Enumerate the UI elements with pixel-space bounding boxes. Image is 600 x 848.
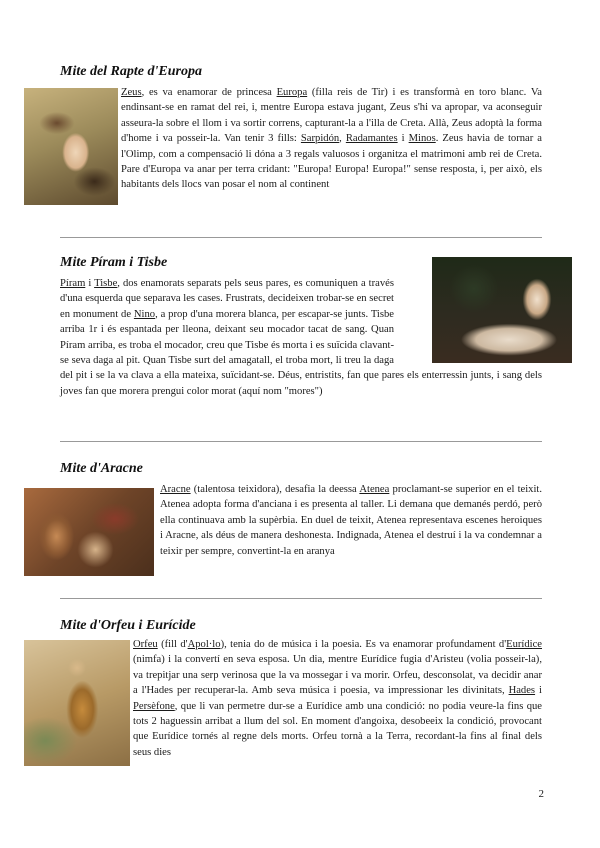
- text-run: . Zeus havia de tornar a l'Olimp, com a compensació li dóna a 3 regals valuosos i organitza el matrimoni amb rei de Creta. Pare d'Europa va anar per terra cridant: "Europa! Europa! Europa!" sense resposta, i, per això, els habitants dels llocs van posar el nom al continent: [121, 133, 543, 191]
- text-run: i: [85, 278, 95, 289]
- text-run: (filla reis de Tir) i es transformà en toro blanc. Va endinsant-se en ramat del rei, i, mentre Europa estava jugant, Zeus s'hi va apropar, va aconseguir asseura-la sobre el llom i va sortir correns, capturant-la a l'illa de Creta. Allà, Zeus adoptà la forma d'home i va posseir-la. Van tenir 3 fills:: [121, 87, 542, 145]
- section-divider: [60, 237, 542, 238]
- text-run: proclamant-se superior en el teixit. Atenea adopta forma d'anciana i es presenta al taller. Li demana que demanés perdó, però ella continuava amb la supèrbia. En duel de teixit, Atenea representava escenes heroiques i Aracne, als déus de manera deshonesta. Indignada, Atenea el destruí i la va condemnar a teixir per sempre, convertint-la en aranya: [160, 484, 542, 557]
- underlined-name: Radamantes: [345, 133, 398, 145]
- underlined-name: Persèfone: [133, 700, 175, 712]
- text-run: , es va enamorar de princesa: [141, 87, 277, 98]
- section-title: Mite del Rapte d'Europa: [60, 64, 202, 79]
- section-title: Mite Píram i Tisbe: [60, 255, 168, 270]
- section-divider: [60, 441, 542, 442]
- text-run: , a prop d'una morera blanca, per escapar-se junts. Tisbe arriba 1r i és espantada per lleona, deixant seu mocador tacat de sang. Quan Píram arriba, es troba el mocador, creu que Tisbe és morta i es suïcida clavant-se seva daga al pit. Quan Tisbe surt del amagatall, el troba mort, li treu la daga del pit i se la va clava a ella mateixa, suïcidant-se. Déus, entristits, fan que pares els enterressin junts, i sang dels joves fan que morera prengui color morat (aquí nom "mores"): [60, 308, 542, 397]
- text-run: , dos enamorats separats pels seus pares, es comuniquen a través d'una esquerda que separava les cases. Frustrats, decideixen trobar-se en secret en monument de: [60, 278, 394, 320]
- europa-painting-image: [24, 88, 118, 205]
- text-run: i: [397, 133, 409, 145]
- section-divider: [60, 598, 542, 599]
- underlined-name: Píram: [60, 278, 86, 289]
- page-number: 2: [538, 788, 544, 800]
- text-run: ,: [339, 133, 346, 145]
- underlined-name: Eurídice: [506, 639, 542, 650]
- section-body: [121, 85, 542, 193]
- text-run: ), tenia do de música i la poesia. Es va enamorar profundament d': [220, 639, 507, 650]
- underlined-name: Nino: [133, 308, 156, 320]
- orfeu-mosaic-image: [24, 640, 130, 766]
- underlined-name: Zeus: [121, 87, 142, 98]
- text-run: i: [535, 685, 542, 697]
- section-body: [133, 637, 542, 760]
- section-body: [60, 276, 542, 399]
- aracne-painting-image: [24, 488, 154, 576]
- text-run: (nimfa) i la convertí en seva esposa. Un dia, mentre Eurídice fugia d'Aristeu (volia posseir-la), va trepitjar una serp verinosa que la va mossegar i va morir. Orfeu, desconsolat, va decidir anar a l'Hades per recuperar-la. Amb seva música i poesia, va impressionar les divinitats,: [133, 654, 542, 697]
- underlined-name: Apol·lo: [187, 639, 221, 650]
- text-run: (fill d': [157, 639, 188, 650]
- underlined-name: Orfeu: [133, 639, 158, 650]
- underlined-name: Sarpidón: [300, 133, 340, 145]
- section-body: [160, 482, 542, 559]
- underlined-name: Europa: [276, 87, 308, 98]
- text-run: , que li van permetre dur-se a Eurídice amb una condició: no podia veure-la fins que tots 2 haguessin arribat a llum del sol. En moment d'angoixa, desobeeix la condició, provocant que Eurídice tornés al regne dels morts. Orfeu tornà a la Terra, recordant-la fins al final dels seus dies: [133, 700, 542, 758]
- text-run: (talentosa teixidora), desafia la deessa: [190, 484, 360, 495]
- underlined-name: Aracne: [160, 484, 191, 495]
- image-float-spacer: [402, 276, 542, 368]
- section-title: Mite d'Aracne: [60, 461, 143, 476]
- underlined-name: Minos: [408, 133, 436, 145]
- underlined-name: Hades: [508, 685, 536, 697]
- underlined-name: Atenea: [359, 484, 390, 495]
- section-title: Mite d'Orfeu i Eurícide: [60, 618, 196, 633]
- underlined-name: Tisbe: [94, 278, 118, 289]
